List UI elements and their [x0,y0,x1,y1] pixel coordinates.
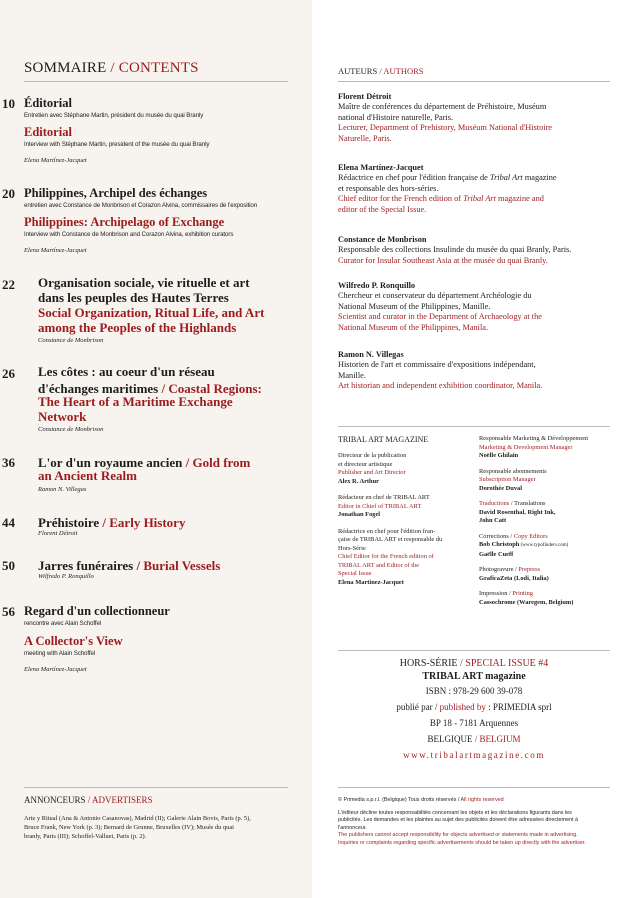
entry-subtitle-fr: rencontre avec Alain Schoffel [24,620,102,627]
author-bio-en: Lecturer, Department of Prehistory, Muséum National d'Histoire [338,123,552,132]
role-en: TRIBAL ART and Editor of the [338,561,420,569]
page-number: 50 [2,558,15,573]
country-en: BELGIUM [479,734,521,744]
entry-subtitle-en: Interview with Stéphane Martin, president of the musée du quai Branly [24,141,210,148]
legal-notice [338,797,622,847]
role-en: Editor in Chief of TRIBAL ART [338,502,422,510]
entry-author: Wilfredo P. Ronquillo [38,573,94,580]
masthead-role: Photogravure / Prepress GraficaZeta (Lodi, Italia) [479,566,549,582]
masthead-role [338,494,473,520]
author-name: Constance de Monbrison [338,235,427,244]
website-link[interactable]: www.tribalartmagazine.com [403,750,545,760]
page-number: 26 [2,366,15,381]
entry-title-en: A Collector's View [24,634,123,648]
author-bio-en: National Museum of the Philippines, Manila. [338,322,489,332]
entry-title-en: The Heart of a Maritime Exchange [38,394,233,409]
author-bio-fr: Historien de l'art et commissaire d'expositions indépendant, [338,360,536,369]
author-bio-fr: Maître de conférences du département de Préhistoire, Muséum [338,102,547,111]
advertisers-list [24,814,294,841]
page-number: 44 [2,515,15,530]
entry-author: Elena Martínez-Jacquet [24,666,87,673]
author-bio-en: magazine and [495,194,544,203]
role-fr: Responsable Marketing & Développement [479,435,589,442]
staff-name: Alex R. Arthur [338,477,380,485]
staff-name: Cassochrome (Waregem, Belgium) [479,598,574,606]
author-bio-fr: Chercheur et conservateur du département Archéologie du [338,291,532,300]
staff-name: Jonathan Fogel [338,511,381,518]
publisher-address: BP 18 - 7181 Arquennes [429,718,519,728]
entry-title-line: d'échanges maritimes / Coastal Regions: [38,381,262,396]
entry-title-en: Early History [109,515,186,530]
masthead-role: Corrections / Copy Editors Bob Christoph (www.typofinders.com) Gaëlle Cueff [479,532,569,558]
entry-author: Elena Martínez-Jacquet [24,247,87,254]
heading-separator: / [110,60,115,76]
legal-fr: l'annonceur. [338,824,367,831]
entry-title-en: Network [38,409,87,424]
staff-name: GraficaZeta (Lodi, Italia) [479,574,549,582]
entry-title-fr: d'échanges maritimes [38,381,159,396]
masthead-role: Traductions / Translations David Rosenthal, Right Ink, John Catt [479,500,556,524]
page-number: 36 [2,455,15,470]
author-bio-fr: et responsable des hors-séries. [338,183,439,193]
role-fr: Responsable abonnements [479,467,547,475]
role-en: Chief Editor for the French edition of [338,553,434,560]
role-en: Marketing & Development Manager [479,443,573,451]
divider [338,650,610,651]
role-en: Special Issue [338,570,372,577]
page-number: 22 [2,277,15,292]
staff-name: Gaëlle Cueff [479,550,514,558]
entry-subtitle-fr: Entretien avec Stéphane Martin, président du musée du quai Branly [24,112,204,119]
entry-author: Constance de Monbrison [38,426,104,433]
author-bio-en: Scientist and curator in the Department of Archaeology at the [338,312,542,321]
entry-title-fr: L'or d'un royaume ancien [38,455,183,470]
legal-en: Inquiries or complaints regarding specific advertisements should be taken up directly with the advertiser. [338,839,586,846]
divider [24,787,288,788]
staff-name: Dorothée Duval [479,484,523,492]
entry-author: Florent Détroit [38,530,78,537]
entry-title-fr: Regard d'un collectionneur [24,604,170,618]
entry-title-en: Philippines: Archipelago of Exchange [24,215,225,229]
divider [338,81,610,82]
page-number: 56 [2,604,15,619]
masthead-role [338,528,473,588]
author-bio-en: Art historian and independent exhibition coordinator, Manila. [338,381,543,390]
role-fr: Rédactrice en chef pour l'édition fran- [338,527,436,535]
authors-title-fr: AUTEURS [338,66,378,76]
author-bio-fr: national d'Histoire naturelle, Paris. [338,112,454,122]
role-fr: Rédacteur en chef de TRIBAL ART [338,494,430,501]
staff-name: Bob Christoph [479,541,520,548]
author-entry [338,92,618,144]
entry-title-fr: Les côtes : au coeur d'un réseau [38,364,215,379]
entry-title-fr: Jarres funéraires [38,558,134,573]
role-fr: Impression [479,590,508,597]
entry-subtitle-fr: entretien avec Constance de Monbrison et Corazon Alvina, commissaires de l'exposition [24,202,258,209]
publisher-name: : PRIMEDIA sprl [488,702,552,712]
issue-label-fr: HORS-SÉRIE [399,658,458,669]
publisher-label-en: published by [439,702,486,712]
author-bio-fr: Responsable des collections Insulinde du musée du quai Branly, Paris. [338,245,572,254]
divider [338,426,610,427]
author-bio-en: Naturelle, Paris. [338,133,392,143]
issue-block: HORS-SÉRIE / SPECIAL ISSUE #4 TRIBAL ART magazine ISBN : 978-29 600 39-078 publié par / published by : PRIMEDIA sprl BP 18 - 7181 Arquennes BELGIQUE / BELGIUM www.tribalartmagazine.com [338,657,610,763]
author-entry [338,235,624,266]
role-en: Printing [512,590,533,597]
advertisers-title-fr: ANNONCEURS [24,795,86,805]
divider [338,787,610,788]
contents-title-en: CONTENTS [118,60,199,76]
issue-number: #4 [538,658,549,669]
copyright-en: All rights reserved [460,797,504,803]
issue-label-en: SPECIAL ISSUE [465,658,536,669]
masthead-role [338,452,473,486]
copyright: © Primedia s.p.r.l. (Belgique) Tous droits réservés / [338,797,461,803]
author-name: Ramon N. Villegas [338,350,404,359]
advertisers-heading: ANNONCEURS / ADVERTISERS [24,795,153,805]
role-fr: çaise de TRIBAL ART et responsable du [338,536,443,543]
masthead-role [479,435,624,461]
entry-title-en: Social Organization, Ritual Life, and Art [38,305,265,320]
author-entry [338,350,618,392]
advertisers-title-en: ADVERTISERS [92,795,153,805]
staff-name: Elena Martinez-Jacquet [338,578,404,586]
author-name: Wilfredo P. Ronquillo [338,281,416,290]
role-fr: et directeur artistique [338,460,393,468]
role-en: Subscription Manager [479,476,536,483]
entry-title-fr: Éditorial [24,96,72,110]
magazine-name: Tribal Art [489,173,523,182]
entry-title-line: Jarres funéraires / Burial Vessels [38,558,221,573]
divider [24,81,288,82]
author-name: Florent Détroit [338,92,392,101]
entry-author: Ramon N. Villegas [38,486,87,493]
legal-en: The publishers cannot accept responsibility for objects advertised or statements made in advertising. [338,832,578,838]
staff-name: Noëlle Ghilain [479,452,519,459]
entry-title-fr: dans les peuples des Hautes Terres [38,290,229,305]
staff-name: David Rosenthal, Right Ink, [479,508,556,516]
author-entry [338,163,618,215]
entry-title-en: Gold from [192,455,251,470]
contents-title-fr: SOMMAIRE [24,60,107,76]
masthead-role: Impression / Printing Cassochrome (Waregem, Belgium) [479,590,574,606]
author-bio-en: Curator for Insular Southeast Asia at the musée du quai Branly. [338,255,548,265]
isbn: ISBN : 978-29 600 39-078 [425,686,523,696]
publisher-label-fr: publié par [396,702,433,712]
entry-title-en: Editorial [24,125,72,139]
magazine-name: Tribal Art [463,194,496,203]
entry-title-fr: Organisation sociale, vie rituelle et art [38,275,250,290]
legal-fr: publicités. Les demandes et les plaintes au sujet des publicités doivent être adressées directement à [338,817,579,823]
author-bio-en: Chief editor for the French edition of [338,194,464,203]
masthead-left-column [338,452,473,587]
role-fr: Hors-Série [338,544,366,552]
page-number: 20 [2,186,15,201]
entry-title-line: L'or d'un royaume ancien / Gold from [38,455,251,470]
authors-heading: AUTEURS / AUTHORS [338,66,424,76]
authors-panel [312,0,624,898]
role-en: Copy Editors [513,532,548,540]
page-number: 10 [2,96,15,111]
advertisers-line: branly, Paris (III); Schoffel-Valluet, Paris (p. 2). [24,833,147,840]
role-fr: Corrections [479,532,509,540]
entry-author: Elena Martínez-Jacquet [24,157,87,164]
entry-title-fr: Préhistoire [38,515,100,530]
role-en: Translations [514,500,546,507]
country-fr: BELGIQUE [427,734,473,744]
masthead-right-column [479,435,624,607]
advertisers-line: Bruce Frank, New York (p. 3); Bernard de Grunne, Bruxelles (IV); Musée du quai [24,824,234,831]
role-fr: Photogravure [479,566,514,573]
role-en: Prepress [518,566,541,573]
entry-subtitle-en: meeting with Alain Schoffel [24,650,96,657]
entry-title-en: Coastal Regions: [168,381,262,396]
author-bio-fr: Rédactrice en chef pour l'édition française de [338,173,490,182]
masthead-role [479,468,624,494]
entry-title-en: Burial Vessels [143,558,221,573]
staff-website: (www.typofinders.com) [519,543,569,548]
legal-fr: L'éditeur décline toutes responsabilités concernant les objets et les déclarations figurants dans les [338,809,572,816]
entry-title-line: Préhistoire / Early History [38,515,186,530]
author-entry [338,281,618,333]
entry-title-en: among the Peoples of the Highlands [38,320,237,335]
author-bio-en: editor of the Special Issue. [338,204,427,214]
author-bio-fr: National Museum of the Philippines, Manille. [338,301,491,311]
entry-subtitle-en: Interview with Constance de Monbrison and Corazon Alvina, exhibition curators [24,231,234,238]
role-fr: Directeur de la publication [338,452,407,459]
authors-title-en: AUTHORS [383,66,424,76]
role-fr: Traductions [479,500,510,507]
advertisers-line: Arte y Ritual (Ana & Antonio Casanovas), Madrid (II); Galerie Alain Bovis, Paris (p. 5), [24,815,251,822]
author-name: Elena Martínez-Jacquet [338,163,424,172]
masthead-title: TRIBAL ART MAGAZINE [338,435,429,444]
entry-title-en: an Ancient Realm [38,468,137,483]
entry-author: Constance de Monbrison [38,337,104,344]
magazine-title: TRIBAL ART magazine [422,671,526,682]
role-en: Publisher and Art Director [338,469,406,476]
contents-heading [24,60,199,77]
entry-title-fr: Philippines, Archipel des échanges [24,186,208,200]
author-bio-fr: magazine [522,173,557,182]
author-bio-fr: Manille. [338,370,366,380]
staff-name: John Catt [479,517,507,524]
